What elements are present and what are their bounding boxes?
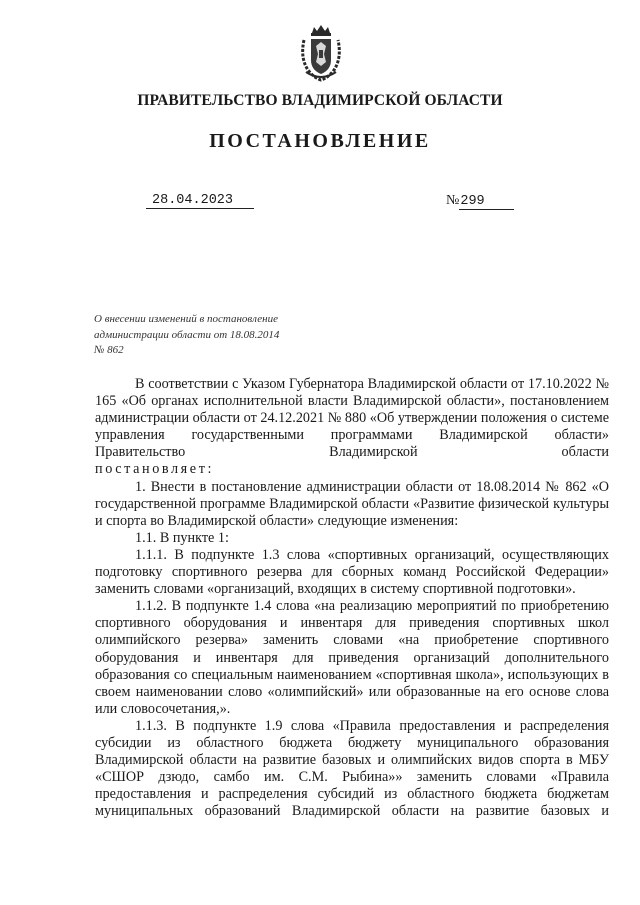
subject-line: О внесении изменений в постановление bbox=[94, 313, 278, 325]
paragraph-1-1-2: 1.1.2. В подпункте 1.4 слова «на реализацию мероприятий по приобретению спортивного оборудования и инвентаря для приведения спортивных школ олимпийского резерва» заменить словами «на приобретение спортивного оборудования и инвентаря для приведения организаций дополнительного образования со специальным наименованием «спортивная школа», использующих в своем наименовании слово «олимпийский» или образованные на его основе слова или словосочетания,». bbox=[95, 598, 609, 717]
organization-name: ПРАВИТЕЛЬСТВО ВЛАДИМИРСКОЙ ОБЛАСТИ bbox=[137, 92, 503, 109]
resolves-line: постановляет: bbox=[95, 461, 215, 478]
paragraph-1: 1. Внести в постановление администрации области от 18.08.2014 № 862 «О государственной программе Владимирской области «Развитие физической культуры и спорта во Владимирской области» следующие изменения: bbox=[95, 478, 609, 529]
subject-line: администрации области от 18.08.2014 bbox=[94, 328, 280, 341]
paragraph-1-1-1: 1.1.1. В подпункте 1.3 слова «спортивных организаций, осуществляющих подготовку спортивного резерва для сборных команд Российской Федерации» заменить словами «организаций, входящих в систему спортивной подготовки». bbox=[95, 546, 609, 598]
preamble-paragraph: В соответствии с Указом Губернатора Владимирской области от 17.10.2022 № 165 «Об органах исполнительной власти Владимирской области», постановлением администрации области от 24.12.2021 № 880 «Об утверждении положения о системе управления государственными программами Владимирской области» Правительство Владимирской области bbox=[95, 376, 609, 461]
document-date: 28.04.2023 bbox=[146, 193, 254, 209]
subject-block bbox=[94, 312, 344, 359]
paragraph-1-1-3: 1.1.3. В подпункте 1.9 слова «Правила предоставления и распределения субсидии из областного бюджета бюджету муниципального образования Владимирской области на развитие базовых и олимпийских видов спорта в МБУ «СШОР дзюдо, самбо им. С.М. Рыбина»» заменить словами «Правила предоставления и распределения субсидий из областного бюджета бюджетам муниципальных образований Владимирской области на развитие базовых и bbox=[95, 717, 609, 820]
document-type-title: ПОСТАНОВЛЕНИЕ bbox=[209, 130, 431, 152]
paragraph-1-1: 1.1. В пункте 1: bbox=[135, 529, 229, 546]
document-number bbox=[446, 193, 514, 210]
number-sign: № bbox=[446, 193, 460, 208]
number-value: 299 bbox=[459, 194, 514, 210]
subject-line: № 862 bbox=[94, 344, 124, 356]
document-body bbox=[95, 376, 609, 820]
coat-of-arms-icon bbox=[296, 24, 346, 82]
